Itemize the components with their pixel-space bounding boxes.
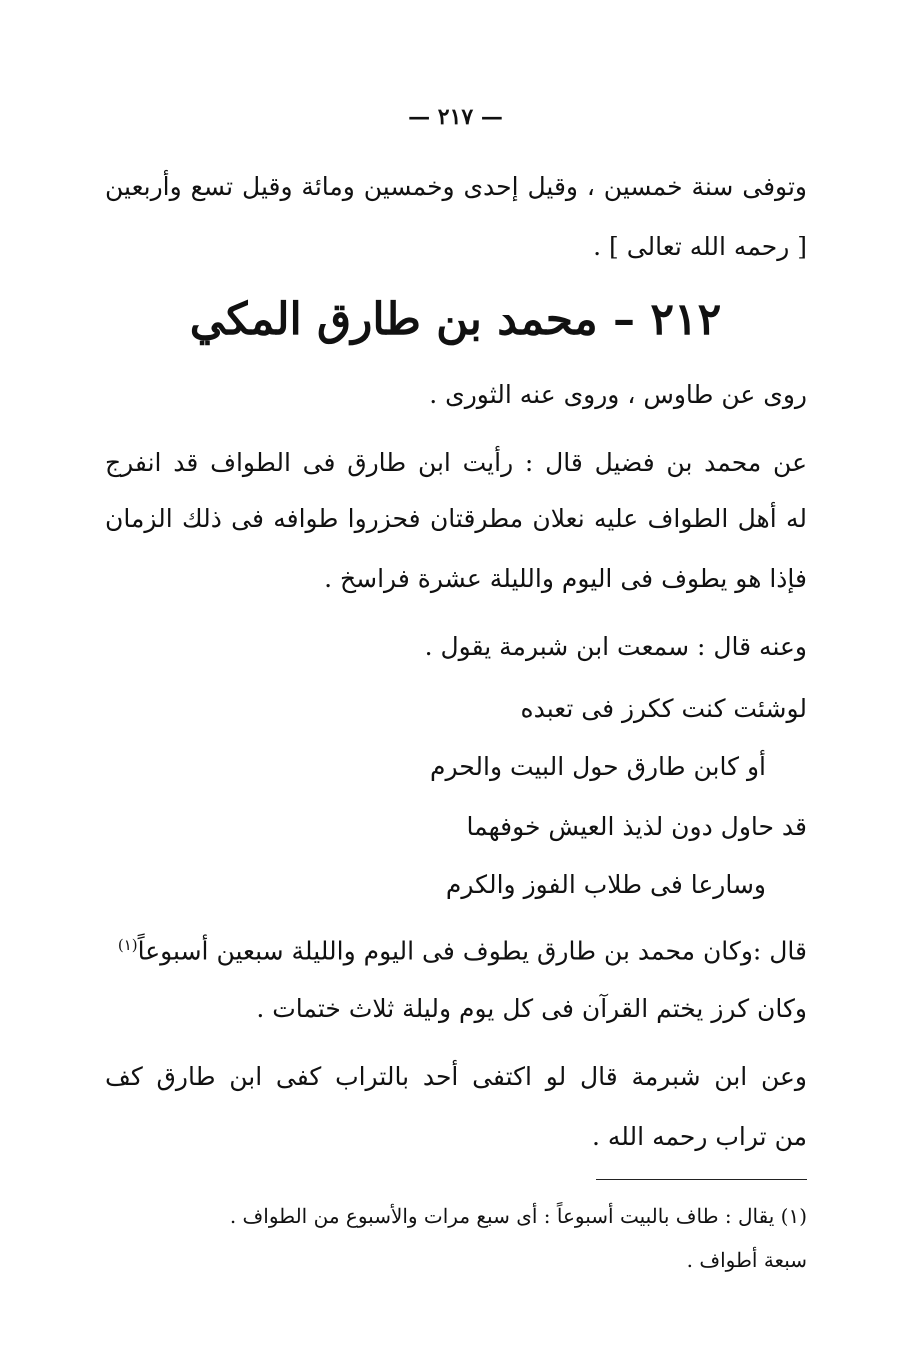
verse-2: أو كابن طارق حول البيت والحرم [429,752,766,781]
page-number: — ٢١٧ — [408,104,503,130]
paragraph-2-line-3: فإذا هو يطوف فى اليوم والليلة عشرة فراسخ . [324,564,807,593]
intro-line-1: وتوفى سنة خمسين ، وقيل إحدى وخمسين ومائة وقيل تسع وأربعين [105,172,807,201]
verse-1: لوشئت كنت ككرز فى تعبده [520,694,807,723]
footnote-line-2: سبعة أطواف . [686,1248,807,1272]
after-verse-line-1 [117,936,807,966]
entry-heading: ٢١٢ – محمد بن طارق المكي [189,294,722,345]
verse-3: قد حاول دون لذيذ العيش خوفهما [466,812,807,841]
paragraph-3: وعنه قال : سمعت ابن شبرمة يقول . [424,632,807,661]
paragraph-1: روى عن طاوس ، وروى عنه الثورى . [429,380,807,409]
verse-4: وسارعا فى طلاب الفوز والكرم [445,870,766,899]
footnote-marker: (١) [117,936,138,954]
paragraph-2-line-2: له أهل الطواف عليه نعلان مطرقتان فحزروا طوافه فى ذلك الزمان [105,504,807,533]
after-verse-line-1-text: قال :وكان محمد بن طارق يطوف فى اليوم والليلة سبعين أسبوعاً [137,936,807,966]
after-verse-line-3: وعن ابن شبرمة قال لو اكتفى أحد بالتراب كفى ابن طارق كف [105,1062,807,1091]
intro-line-2: [ رحمه الله تعالى ] . [593,232,807,261]
footnote-divider [596,1179,807,1180]
after-verse-line-2: وكان كرز يختم القرآن فى كل يوم وليلة ثلاث ختمات . [256,994,807,1023]
footnote-line-1: (١) يقال : طاف بالبيت أسبوعاً : أى سبع مرات والأسبوع من الطواف . [229,1204,807,1228]
after-verse-line-4: من تراب رحمه الله . [591,1122,807,1151]
paragraph-2-line-1: عن محمد بن فضيل قال : رأيت ابن طارق فى الطواف قد انفرج [105,448,807,477]
